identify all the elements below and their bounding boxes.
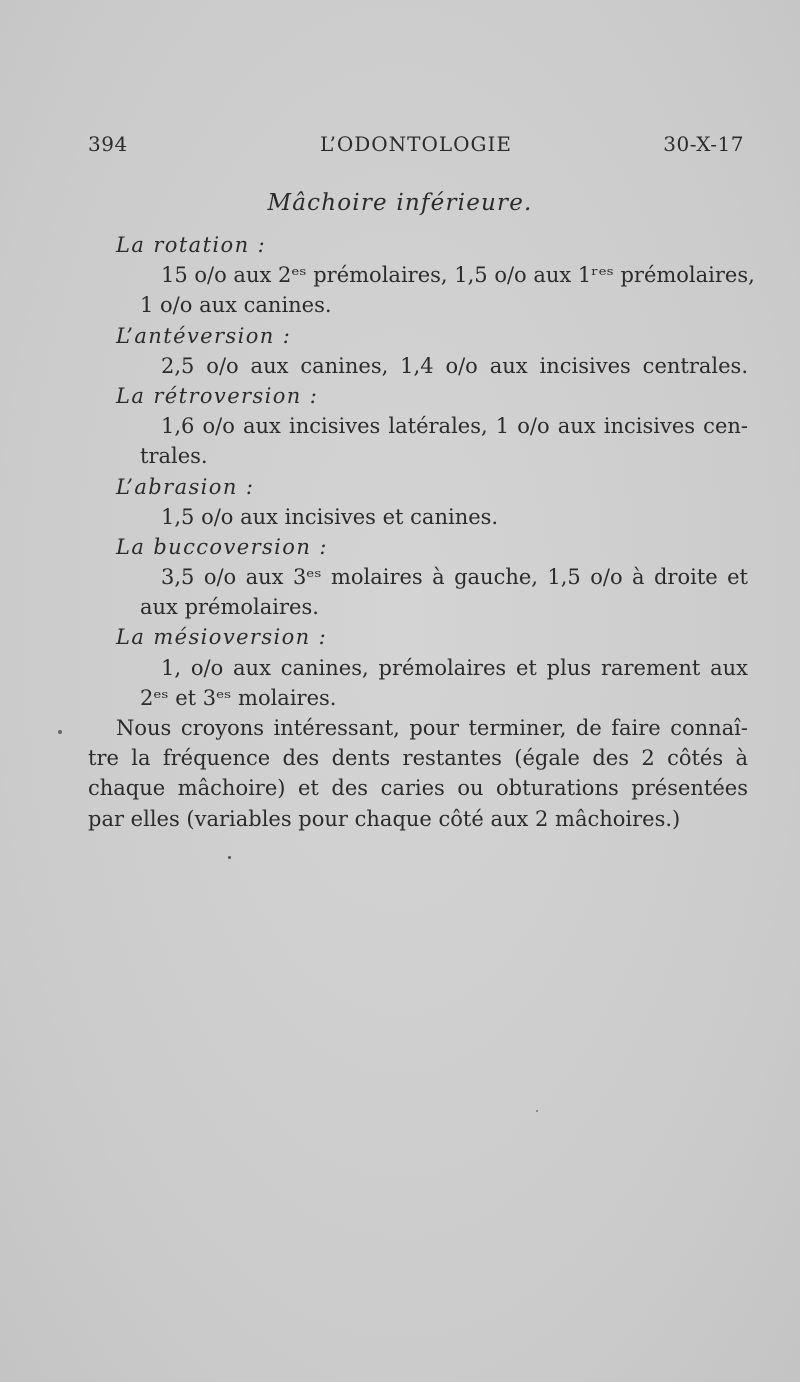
text-line: 1, o/o aux canines, prémolaires et plus rarement aux <box>161 655 748 680</box>
text-line: 15 o/o aux 2ᵉˢ prémolaires, 1,5 o/o aux 1ʳᵉˢ prémolaires, <box>161 263 755 288</box>
subheading-anteversion: L’antéversion : <box>116 323 292 348</box>
subheading-mesioversion: La mésioversion : <box>116 625 328 650</box>
subheading-retroversion: La rétroversion : <box>116 383 319 408</box>
text-line: 2,5 o/o aux canines, 1,4 o/o aux incisives centrales. <box>161 353 748 378</box>
paper-speck <box>228 856 231 859</box>
text-line: 1 o/o aux canines. <box>140 293 332 318</box>
page-number: 394 <box>88 132 128 156</box>
paper-speck <box>536 1110 538 1112</box>
text-line: 2ᵉˢ et 3ᵉˢ molaires. <box>140 685 337 710</box>
text-line: 3,5 o/o aux 3ᵉˢ molaires à gauche, 1,5 o/o à droite et <box>161 565 748 590</box>
paragraph-line: par elles (variables pour chaque côté aux 2 mâchoires.) <box>88 806 681 831</box>
issue-date: 30-X-17 <box>663 132 744 156</box>
running-head <box>88 132 744 162</box>
text-line: trales. <box>140 444 208 469</box>
section-title: Mâchoire inférieure. <box>267 190 533 216</box>
paragraph-line: chaque mâchoire) et des caries ou obturations présentées <box>88 776 748 801</box>
subheading-rotation: La rotation : <box>116 233 267 257</box>
text-line: aux prémolaires. <box>140 595 319 620</box>
subheading-buccoversion: La buccoversion : <box>116 534 328 559</box>
paragraph-line: Nous croyons intéressant, pour terminer, de faire connaî- <box>116 716 748 740</box>
paragraph-line: tre la fréquence des dents restantes (égale des 2 côtés à <box>88 746 748 771</box>
paper-speck <box>58 730 62 734</box>
text-line: 1,6 o/o aux incisives latérales, 1 o/o aux incisives cen- <box>161 414 748 439</box>
subheading-abrasion: L’abrasion : <box>116 474 255 499</box>
journal-title: L’ODONTOLOGIE <box>319 132 513 156</box>
body-text <box>88 230 755 834</box>
text-line: 1,5 o/o aux incisives et canines. <box>161 504 499 529</box>
